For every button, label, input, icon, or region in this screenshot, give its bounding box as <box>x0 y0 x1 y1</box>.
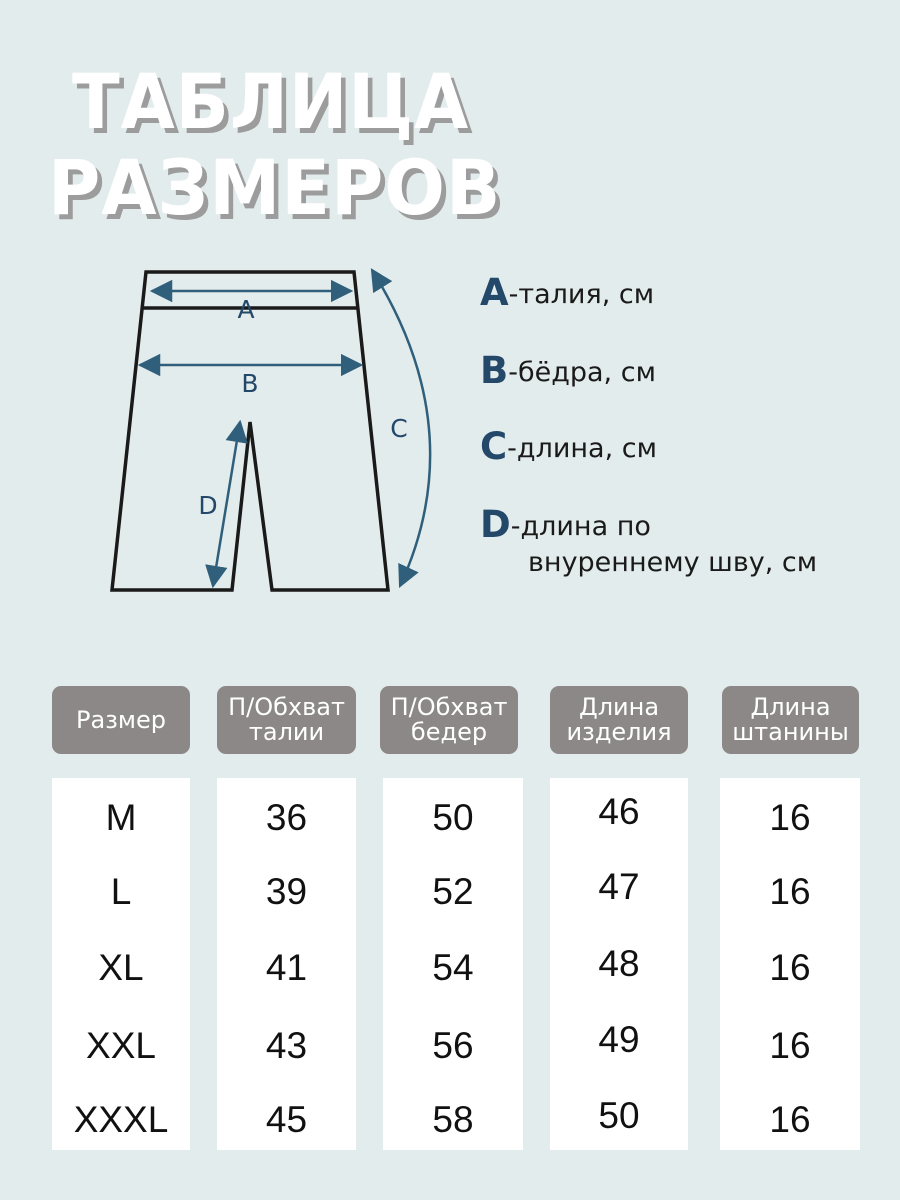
label-b: B <box>241 369 259 398</box>
header-line: Размер <box>75 705 167 734</box>
table-cell: XXXL <box>73 1099 169 1140</box>
label-a: A <box>237 295 255 324</box>
legend-item-d <box>480 503 818 580</box>
column-header-leg-length <box>722 686 859 754</box>
legend-item-a <box>480 271 655 314</box>
table-cell: 43 <box>265 1025 308 1066</box>
legend-text-continuation: внуреннему шву, см <box>528 547 818 578</box>
table-cell: 16 <box>769 871 811 912</box>
legend-letter: A <box>480 271 509 314</box>
column-size <box>52 778 190 1150</box>
column-header-item-length <box>550 686 688 754</box>
table-cell: 48 <box>598 943 640 984</box>
column-hips <box>383 778 523 1150</box>
header-line: П/Обхват <box>390 693 508 721</box>
column-header-size <box>52 686 190 754</box>
table-cell: 36 <box>265 797 308 838</box>
legend-text: -бёдра, см <box>508 357 656 388</box>
label-c: C <box>390 414 408 443</box>
table-cell: XXL <box>86 1025 156 1066</box>
header-line: бедер <box>410 718 488 746</box>
legend-letter: C <box>480 425 508 468</box>
table-cell: 46 <box>598 791 640 832</box>
table-cell: 50 <box>432 797 474 838</box>
legend-item-c <box>480 425 657 468</box>
page-title-line-2: РАЗМЕРОВ <box>48 143 502 232</box>
legend-letter: B <box>480 349 509 392</box>
table-cell: 16 <box>769 1025 811 1066</box>
page-title-line-1: ТАБЛИЦА <box>72 57 470 146</box>
header-line: талии <box>248 718 325 746</box>
table-cell: 49 <box>598 1019 640 1060</box>
table-cell: 58 <box>432 1099 474 1140</box>
column-header-hips <box>380 686 518 754</box>
table-cell: 56 <box>432 1025 474 1066</box>
label-d: D <box>198 491 218 520</box>
legend-text: -длина по <box>510 511 651 542</box>
table-cell: 52 <box>432 871 474 912</box>
shorts-diagram <box>0 250 460 600</box>
table-cell: 47 <box>598 866 640 907</box>
table-cell: 16 <box>769 1099 811 1140</box>
column-item-length <box>550 778 688 1150</box>
header-line: изделия <box>566 718 672 746</box>
table-cell: M <box>105 797 137 838</box>
legend-item-b <box>480 349 656 392</box>
table-cell: 50 <box>598 1095 640 1136</box>
column-header-waist <box>217 686 356 754</box>
table-cell: 41 <box>265 947 308 988</box>
column-leg-length <box>720 778 860 1150</box>
column-waist <box>217 778 356 1150</box>
legend-text: -длина, см <box>507 433 657 464</box>
table-cell: 45 <box>265 1099 308 1140</box>
legend-text: -талия, см <box>508 279 655 310</box>
table-cell: 16 <box>769 797 811 838</box>
header-line: Длина <box>750 693 831 721</box>
table-cell: XL <box>98 947 144 988</box>
table-cell: 16 <box>769 947 811 988</box>
header-line: Длина <box>578 693 660 721</box>
table-cell: 54 <box>432 947 474 988</box>
legend-letter: D <box>480 503 511 546</box>
table-cell: L <box>110 871 132 912</box>
header-line: П/Обхват <box>228 693 345 721</box>
table-cell: 39 <box>265 871 308 912</box>
header-line: штанины <box>732 718 849 746</box>
